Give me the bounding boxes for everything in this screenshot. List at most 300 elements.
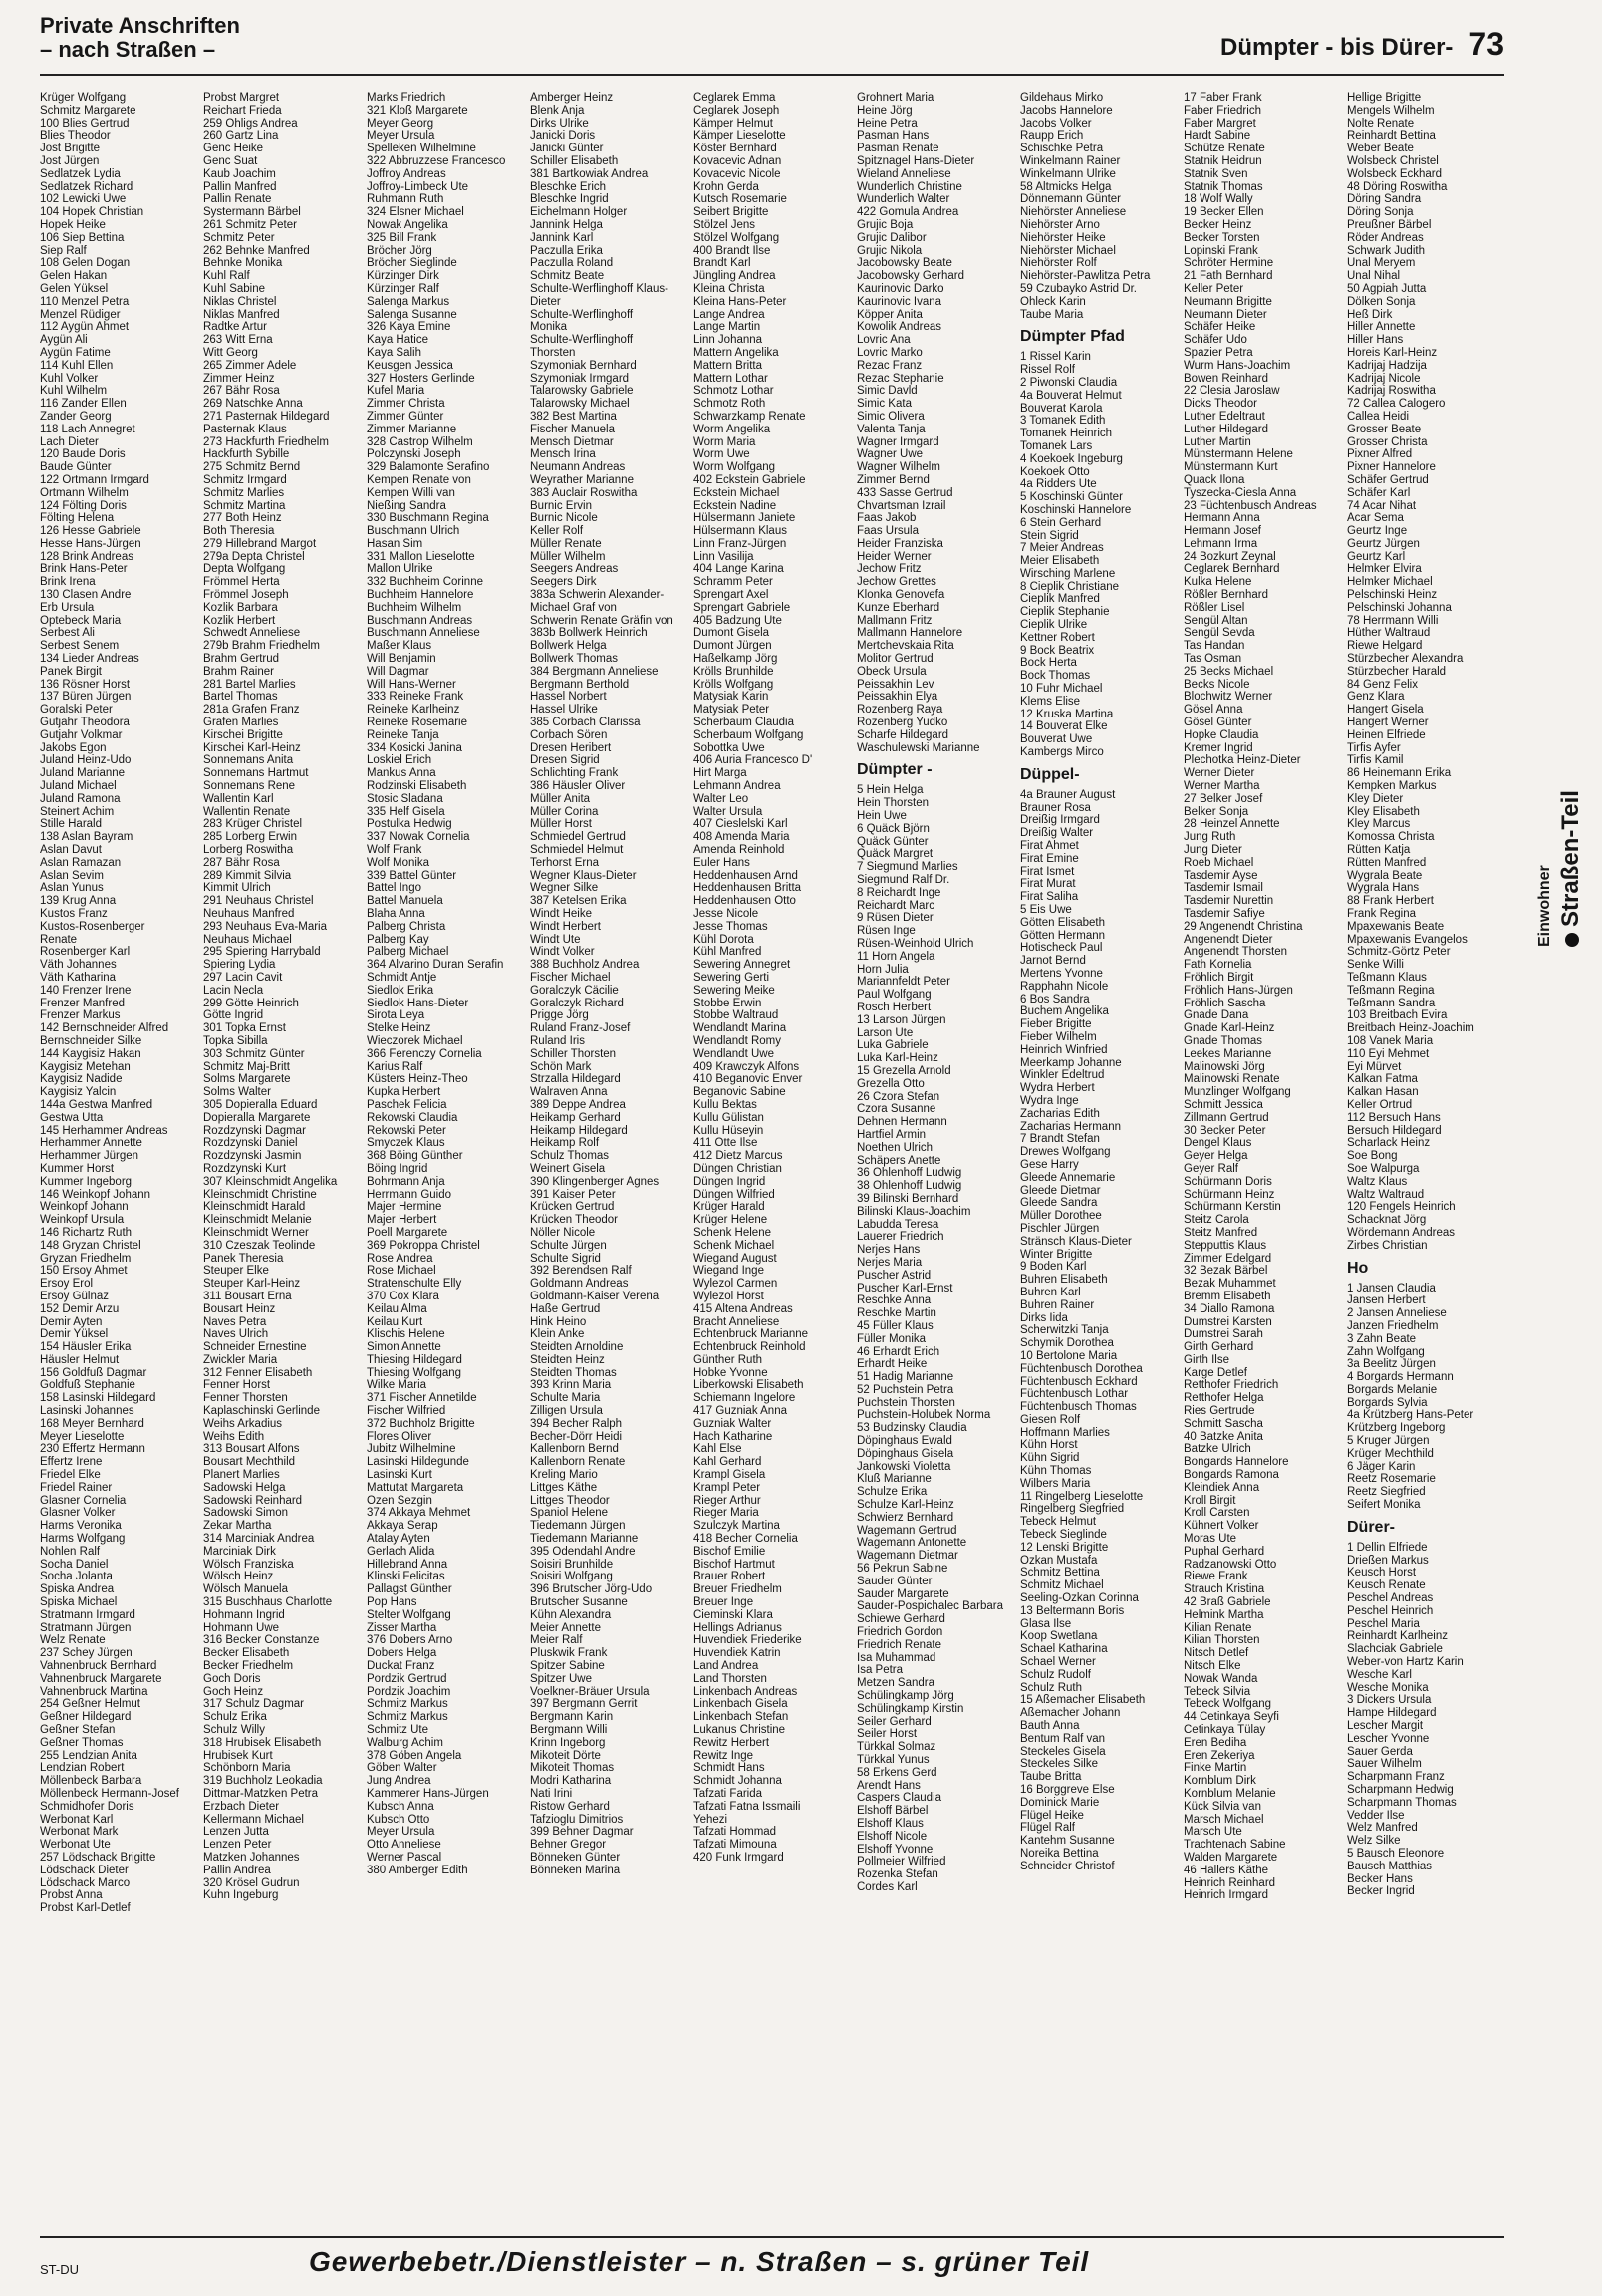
directory-entry: Statnik Heidrun [1184,154,1262,167]
directory-entry: Stelke Heinz [367,1022,431,1035]
directory-entry: Tafzioglu Dimitrios [530,1813,624,1826]
directory-entry: Kühn Sigrid [1020,1452,1080,1465]
directory-entry: Breuer Inge [693,1596,754,1609]
street-range: Dümpter - bis Dürer- [1220,34,1454,61]
directory-entry: Kühl Manfred [693,946,762,959]
directory-entry: Düngen Wilfried [693,1188,775,1201]
directory-entry: Wydra Herbert [1020,1082,1095,1095]
directory-entry: 144 Kaygisiz Hakan [40,1047,141,1060]
directory-entry: Wunderlich Christine [857,180,962,193]
directory-column [693,92,851,2227]
directory-entry: Cieplik Stephanie [1020,606,1110,619]
directory-entry: 5 Kruger Jürgen [1347,1435,1430,1448]
directory-entry: Tebeck Helmut [1020,1516,1097,1529]
directory-columns [40,92,1504,2227]
directory-entry: Karius Ralf [367,1060,423,1073]
directory-entry: Schlichting Frank [530,767,619,780]
directory-entry: Schwerin Renate Gräfin von [530,614,673,627]
directory-entry: Becker Heinz [1184,218,1252,231]
directory-entry: Zimmer Günter [367,410,444,423]
directory-entry: Wendlandt Marina [693,1022,787,1035]
directory-entry: 371 Fischer Annetilde [367,1392,477,1405]
directory-entry: Scharpmann Thomas [1347,1796,1457,1809]
directory-entry: Belker Sonja [1184,805,1249,818]
directory-entry: Seiler Horst [857,1728,918,1741]
directory-entry: 17 Faber Frank [1184,92,1262,104]
directory-entry: Pasman Renate [857,143,939,155]
directory-entry: Meyer Ursula [367,1826,435,1839]
directory-entry: Bauth Anna [1020,1720,1080,1733]
directory-entry: Scherwitzki Tanja [1020,1324,1109,1337]
directory-entry: Bongards Hannelore [1184,1456,1289,1469]
directory-entry: Aslan Ramazan [40,856,122,869]
directory-entry: Reineke Rosemarie [367,717,467,729]
directory-entry: Worm Wolfgang [693,461,776,474]
directory-entry: Jannink Helga [530,218,603,231]
directory-entry: Rieger Arthur [693,1494,761,1507]
directory-entry: Rezac Franz [857,359,923,372]
directory-entry: Scharfe Hildegard [857,728,949,741]
directory-entry: Tiedemann Marianne [530,1533,639,1546]
directory-entry: Zekar Martha [203,1520,272,1533]
directory-entry: Nolte Renate [1347,117,1415,130]
directory-entry: Kaygisiz Nadide [40,1073,123,1086]
directory-entry: 382 Best Martina [530,410,617,423]
directory-entry: Jung Ruth [1184,831,1236,844]
directory-entry: Winkelmann Rainer [1020,154,1121,167]
directory-entry: Will Hans-Werner [367,678,456,691]
directory-entry: Faber Friedrich [1184,104,1261,117]
directory-entry: Wagner Uwe [857,448,924,461]
directory-entry: Götten Hermann [1020,929,1106,942]
directory-entry: Becker Torsten [1184,231,1260,244]
directory-entry: Wagemann Dietmar [857,1550,958,1563]
directory-entry: Kirschei Karl-Heinz [203,741,301,754]
directory-entry: Klein Anke [530,1328,585,1341]
directory-entry: Luther Edeltraut [1184,410,1265,423]
directory-entry: Becks Nicole [1184,678,1250,691]
directory-entry: Kullu Gülistan [693,1111,764,1124]
directory-entry: Klinski Felicitas [367,1571,445,1583]
directory-entry: Sauder-Pospichalec Barbara [857,1600,1004,1613]
directory-entry: Hillebrand Anna [367,1558,448,1571]
directory-entry: Lasinski Johannes [40,1405,134,1418]
directory-entry: 422 Gomula Andrea [857,206,959,219]
directory-entry: Gerlach Alida [367,1545,435,1558]
directory-entry: 433 Sasse Gertrud [857,486,953,499]
directory-entry: Schürmann Heinz [1184,1188,1275,1201]
directory-entry: Malinowski Renate [1184,1073,1280,1086]
directory-entry: Aslan Yunus [40,882,104,895]
directory-entry: 314 Marciniak Andrea [203,1533,315,1546]
directory-entry: Bilinski Klaus-Joachim [857,1205,971,1218]
directory-entry: 5 Koschinski Günter [1020,491,1123,504]
directory-entry: Schmitz Ute [367,1724,428,1736]
directory-entry: Kremer Ingrid [1184,741,1253,754]
directory-entry: Kühn Thomas [1020,1465,1092,1478]
directory-entry: Schwarzkamp Renate [693,410,806,423]
directory-entry: Linkenbach Andreas [693,1685,798,1698]
directory-entry: Reinhardt Karlheinz [1347,1630,1449,1643]
directory-entry: Vedder Ilse [1347,1809,1405,1822]
directory-entry: Jost Jürgen [40,154,100,167]
directory-entry: Rosch Herbert [857,1001,932,1013]
directory-entry: Matzken Johannes [203,1851,300,1864]
directory-entry: Steidten Arnoldine [530,1341,624,1354]
directory-entry: Marciniak Dirk [203,1545,276,1558]
directory-entry: 315 Buschhaus Charlotte [203,1596,333,1609]
directory-entry: Rosenberger Karl [40,946,131,959]
directory-entry: Metzen Sandra [857,1677,934,1690]
directory-entry: Schulze Erika [857,1486,928,1499]
directory-entry: Janzen Friedhelm [1347,1319,1439,1332]
directory-entry: Schiemann Ingelore [693,1392,796,1405]
directory-entry: Niehörster Anneliese [1020,206,1127,219]
directory-entry: Spazier Petra [1184,346,1253,359]
directory-entry: Helmker Michael [1347,576,1433,589]
directory-entry: Schramm Peter [693,576,773,589]
directory-entry: Sewering Gerti [693,971,770,984]
directory-entry: Weinkopf Johann [40,1201,129,1214]
directory-entry: Reineke Karlheinz [367,704,460,717]
directory-entry: Obeck Ursula [857,665,927,678]
directory-entry: Füller Monika [857,1332,927,1345]
directory-entry: Gösel Anna [1184,704,1243,717]
directory-entry: Rozdzynski Jasmin [203,1150,302,1163]
bullet-icon [1565,933,1579,947]
directory-entry: Wieland Anneliese [857,167,951,180]
directory-entry: Majer Herbert [367,1214,437,1227]
directory-entry: Stein Sigrid [1020,529,1079,542]
directory-entry: Gnade Thomas [1184,1034,1263,1047]
directory-entry: Schulte-Werflinghoff [530,334,634,347]
directory-entry: Nießing Sandra [367,499,446,512]
directory-entry: Stratmann Irmgard [40,1608,135,1621]
directory-entry: 13 Beltermann Boris [1020,1604,1125,1617]
directory-entry: 13 Larson Jürgen [857,1013,946,1026]
directory-entry: Serbest Senem [40,640,120,653]
directory-entry: Reetz Rosemarie [1347,1473,1436,1486]
directory-entry: Plechotka Heinz-Dieter [1184,754,1301,767]
directory-entry: Kluß Marianne [857,1473,932,1486]
directory-entry: Klischis Helene [367,1328,445,1341]
directory-entry: Müller Wilhelm [530,550,606,563]
directory-entry: Fischer Manuela [530,423,616,435]
directory-entry: 260 Gartz Lina [203,130,279,143]
directory-entry: Kleina Hans-Peter [693,295,787,308]
directory-entry: 279 Hillebrand Margot [203,537,317,550]
directory-entry: Tirfis Ayfer [1347,741,1401,754]
directory-entry: Labudda Teresa [857,1218,939,1231]
directory-entry: Fenner Horst [203,1379,271,1392]
directory-entry: Rapphahn Nicole [1020,980,1109,993]
directory-entry: 281a Grafen Franz [203,704,300,717]
directory-entry: Füchtenbusch Dorothea [1020,1362,1143,1375]
directory-entry: 3 Tomanek Edith [1020,415,1106,428]
directory-entry: 415 Altena Andreas [693,1302,793,1315]
directory-entry: Schmitz Beate [530,270,605,283]
directory-entry: Döpinghaus Ewald [857,1435,952,1448]
directory-entry: 4a Bouverat Helmut [1020,389,1122,402]
directory-entry: Worm Uwe [693,448,750,461]
directory-entry: 329 Balamonte Serafino [367,461,490,474]
directory-entry: Düngen Christian [693,1162,782,1175]
directory-entry: Schmidhofer Doris [40,1800,134,1813]
directory-entry: Naves Ulrich [203,1328,269,1341]
directory-entry: Palberg Michael [367,946,449,959]
directory-entry: Reetz Siegfried [1347,1486,1426,1499]
directory-entry: 311 Bousart Erna [203,1290,292,1302]
directory-entry: Klems Elise [1020,695,1081,708]
directory-entry: Weber Beate [1347,143,1414,155]
directory-entry: Land Thorsten [693,1672,767,1685]
directory-entry: Brandt Karl [693,257,751,270]
directory-entry: 409 Krawczyk Alfons [693,1060,800,1073]
directory-entry: Sedlatzek Lydia [40,167,121,180]
directory-entry: Flügel Ralf [1020,1822,1075,1835]
directory-entry: Ries Gertrude [1184,1405,1255,1418]
directory-entry: Preußner Bärbel [1347,218,1432,231]
directory-entry: Jubitz Wilhelmine [367,1443,456,1456]
directory-entry: Tas Osman [1184,653,1242,666]
directory-entry: Siep Ralf [40,244,87,257]
directory-entry: Werner Dieter [1184,767,1255,780]
directory-entry: Gleede Sandra [1020,1197,1098,1210]
directory-entry: 297 Lacin Cavit [203,971,283,984]
directory-entry: 40 Batzke Anita [1184,1430,1263,1443]
directory-entry: Kuhl Ralf [203,270,250,283]
directory-entry: Röder Andreas [1347,231,1424,244]
directory-entry: Rewitz Herbert [693,1736,770,1749]
directory-entry: Genc Suat [203,154,258,167]
directory-entry: 6 Jäger Karin [1347,1460,1416,1473]
directory-entry: Kunze Eberhard [857,601,940,614]
directory-entry: Goldfuß Stephanie [40,1379,135,1392]
directory-entry: Eckstein Michael [693,486,780,499]
directory-entry: Neumann Brigitte [1184,295,1272,308]
directory-entry: Poell Margarete [367,1226,448,1239]
directory-entry: Neuhaus Manfred [203,908,295,920]
directory-entry: Retthofer Friedrich [1184,1379,1279,1392]
header-title-line2: – nach Straßen – [40,37,216,62]
directory-entry: Kempen Willi van [367,486,455,499]
directory-entry: Wagemann Antonette [857,1537,967,1550]
directory-entry: Dopieralla Margarete [203,1111,311,1124]
directory-entry: Aygün Fatime [40,346,111,359]
directory-entry: Rekowski Claudia [367,1111,458,1124]
directory-entry: Mikoteit Dörte [530,1749,601,1762]
directory-entry: 326 Kaya Emine [367,321,451,334]
directory-entry: 140 Frenzer Irene [40,984,132,997]
directory-entry: Müller Dorothee [1020,1210,1102,1223]
directory-entry: Dreißig Walter [1020,827,1094,840]
directory-entry: Linn Johanna [693,334,763,347]
directory-entry: Wolsbeck Christel [1347,154,1439,167]
directory-entry: Nowak Wanda [1184,1672,1258,1685]
directory-entry: Hohmann Uwe [203,1621,280,1634]
directory-entry: Bock Thomas [1020,670,1091,683]
directory-entry: Tasdemir Ayse [1184,869,1258,882]
directory-entry: Weinert Gisela [530,1162,606,1175]
directory-entry: 366 Ferenczy Cornelia [367,1047,482,1060]
directory-entry: Friedel Elke [40,1469,101,1482]
directory-entry: 380 Amberger Edith [367,1864,468,1876]
directory-entry: 78 Herrmann Willi [1347,614,1439,627]
directory-entry: Simic Kata [857,398,912,411]
directory-entry: Sprengart Gabriele [693,601,791,614]
directory-entry: Sauer Wilhelm [1347,1758,1422,1771]
directory-entry: Zillmann Gertrud [1184,1111,1269,1124]
directory-entry: 25 Becks Michael [1184,665,1274,678]
directory-entry: 332 Buchheim Corinne [367,576,483,589]
directory-entry: Wegner Silke [530,882,599,895]
directory-entry: Türkkal Solmaz [857,1741,936,1754]
directory-entry: Schmotz Lothar [693,385,774,398]
directory-entry: Tafzati Farida [693,1787,763,1800]
directory-entry: Naves Petra [203,1315,267,1328]
directory-entry: Tasdemir Ismail [1184,882,1263,895]
directory-entry: 100 Blies Gertrud [40,117,130,130]
directory-entry: Lasinski Kurt [367,1469,432,1482]
directory-entry: Jarnot Bernd [1020,955,1086,968]
directory-entry: Häusler Helmut [40,1353,120,1366]
directory-entry: Soe Walpurga [1347,1162,1420,1175]
directory-entry: Kleinschmidt Werner [203,1226,309,1239]
directory-entry: Özen Sezgin [367,1494,432,1507]
directory-entry: 412 Dietz Marcus [693,1150,783,1163]
directory-entry: Sonnemans Hartmut [203,767,309,780]
directory-entry: Hellige Brigitte [1347,92,1422,104]
directory-entry: Schulte-Werflinghoff Klaus- [530,282,668,295]
directory-entry: Steidten Heinz [530,1353,605,1366]
directory-entry: Kreling Mario [530,1469,598,1482]
directory-entry: Geyer Helga [1184,1150,1248,1163]
directory-entry: Gestwa Utta [40,1111,104,1124]
directory-entry: Hein Uwe [857,810,907,823]
directory-entry: Erhardt Heike [857,1358,928,1371]
directory-entry: Joffroy-Limbeck Ute [367,180,469,193]
directory-entry: Sprengart Axel [693,589,769,602]
directory-entry: Guzniak Walter [693,1417,772,1430]
directory-entry: Hiller Hans [1347,334,1404,347]
directory-entry: Stepputtis Klaus [1184,1239,1267,1252]
directory-entry: 104 Hopek Christian [40,206,144,219]
directory-entry: Kuhn Ingeburg [203,1889,279,1902]
directory-entry: Frömmel Joseph [203,589,289,602]
directory-entry: Kupka Herbert [367,1086,441,1099]
directory-entry: Gutjahr Theodora [40,717,130,729]
directory-entry: Keller Peter [1184,282,1244,295]
directory-entry: Ünal Meryem [1347,257,1416,270]
directory-entry: 136 Rösner Horst [40,678,131,691]
directory-entry: Grohnert Maria [857,92,934,104]
directory-entry: Ohleck Karin [1020,295,1086,308]
directory-entry: Bönneken Günter [530,1851,621,1864]
directory-entry: Werbonat Mark [40,1826,119,1839]
header-title [40,14,240,62]
directory-entry: Juland Ramona [40,792,121,805]
directory-entry: Heddenhausen Otto [693,895,796,908]
directory-entry: Hirt Marga [693,767,747,780]
directory-entry: Stobbe Waltraud [693,1009,779,1022]
directory-entry: Kühl Dorota [693,933,754,946]
directory-entry: Wolsbeck Eckhard [1347,167,1443,180]
directory-entry: 322 Abbruzzese Francesco [367,154,506,167]
directory-entry: Tebeck Silvia [1184,1685,1251,1698]
directory-entry: Nati Irini [530,1787,573,1800]
directory-entry: 86 Heinemann Erika [1347,767,1452,780]
directory-entry: Rose Andrea [367,1252,433,1265]
sidebar-label-streets [1558,688,1584,947]
directory-entry: Firat Emine [1020,852,1079,865]
directory-entry: Goch Doris [203,1672,261,1685]
directory-entry: Zwickler Maria [203,1353,278,1366]
directory-entry: Goralski Peter [40,704,113,717]
directory-entry: Zirbes Christian [1347,1239,1428,1252]
directory-entry: 262 Behnke Manfred [203,244,310,257]
directory-entry: Müller Renate [530,537,602,550]
directory-entry: Kustos-Rosenberger [40,920,145,933]
directory-entry: Rozdzynski Dagmar [203,1124,306,1137]
directory-entry: Breuer Friedhelm [693,1583,782,1596]
directory-entry: 16 Borggreve Else [1020,1784,1115,1796]
directory-entry: Talarowsky Gabriele [530,385,634,398]
directory-column [1347,92,1504,2227]
directory-entry: Hardt Sabine [1184,130,1251,143]
directory-entry: Juland Michael [40,780,117,793]
directory-entry: Wygrala Beate [1347,869,1423,882]
directory-entry: Steitz Carola [1184,1214,1249,1227]
directory-entry: Hopek Heike [40,218,106,231]
directory-entry: Fröhlich Sascha [1184,997,1266,1009]
directory-entry: Juland Marianne [40,767,126,780]
directory-entry: 320 Krösel Gudrun [203,1876,300,1889]
directory-entry: Bezak Muhammet [1184,1278,1276,1291]
directory-entry: Nohlen Ralf [40,1545,101,1558]
directory-entry: Schulte-Werflinghoff [530,308,634,321]
directory-entry: Kleinschmidt Harald [203,1201,306,1214]
directory-entry: Jechow Fritz [857,563,922,576]
directory-entry: Heider Werner [857,550,932,563]
directory-entry: Thiesing Hildegard [367,1353,462,1366]
directory-entry: Horeis Karl-Heinz [1347,346,1438,359]
directory-entry: Luka Gabriele [857,1039,929,1052]
directory-entry: Niehörster Heike [1020,231,1106,244]
directory-entry: Isa Petra [857,1664,904,1677]
directory-entry: Komossa Christa [1347,831,1435,844]
directory-entry: 389 Deppe Andrea [530,1098,626,1111]
directory-entry: Riewe Frank [1184,1571,1248,1583]
directory-entry: 1 Rissel Karin [1020,351,1091,364]
directory-entry: 53 Budzinsky Claudia [857,1422,967,1435]
header-rule [40,74,1504,76]
directory-entry: Postulka Hedwig [367,818,452,831]
directory-entry: Mallmann Fritz [857,614,933,627]
directory-entry: 154 Häusler Erika [40,1341,132,1354]
directory-entry: Rößler Lisel [1184,601,1245,614]
directory-entry: Aslan Sevim [40,869,104,882]
directory-entry: 110 Eyi Mehmet [1347,1047,1430,1060]
directory-entry: Rüsen-Weinhold Ulrich [857,938,974,950]
directory-entry: 394 Becher Ralph [530,1417,623,1430]
directory-entry: 385 Corbach Clarissa [530,717,641,729]
directory-entry: 24 Bozkurt Zeynal [1184,550,1276,563]
directory-entry: Heine Jörg [857,104,913,117]
directory-entry: Paul Wolfgang [857,989,932,1002]
directory-entry: Waltz Klaus [1347,1175,1408,1188]
directory-entry: Genc Heike [203,143,264,155]
directory-entry: Retthofer Helga [1184,1392,1264,1405]
